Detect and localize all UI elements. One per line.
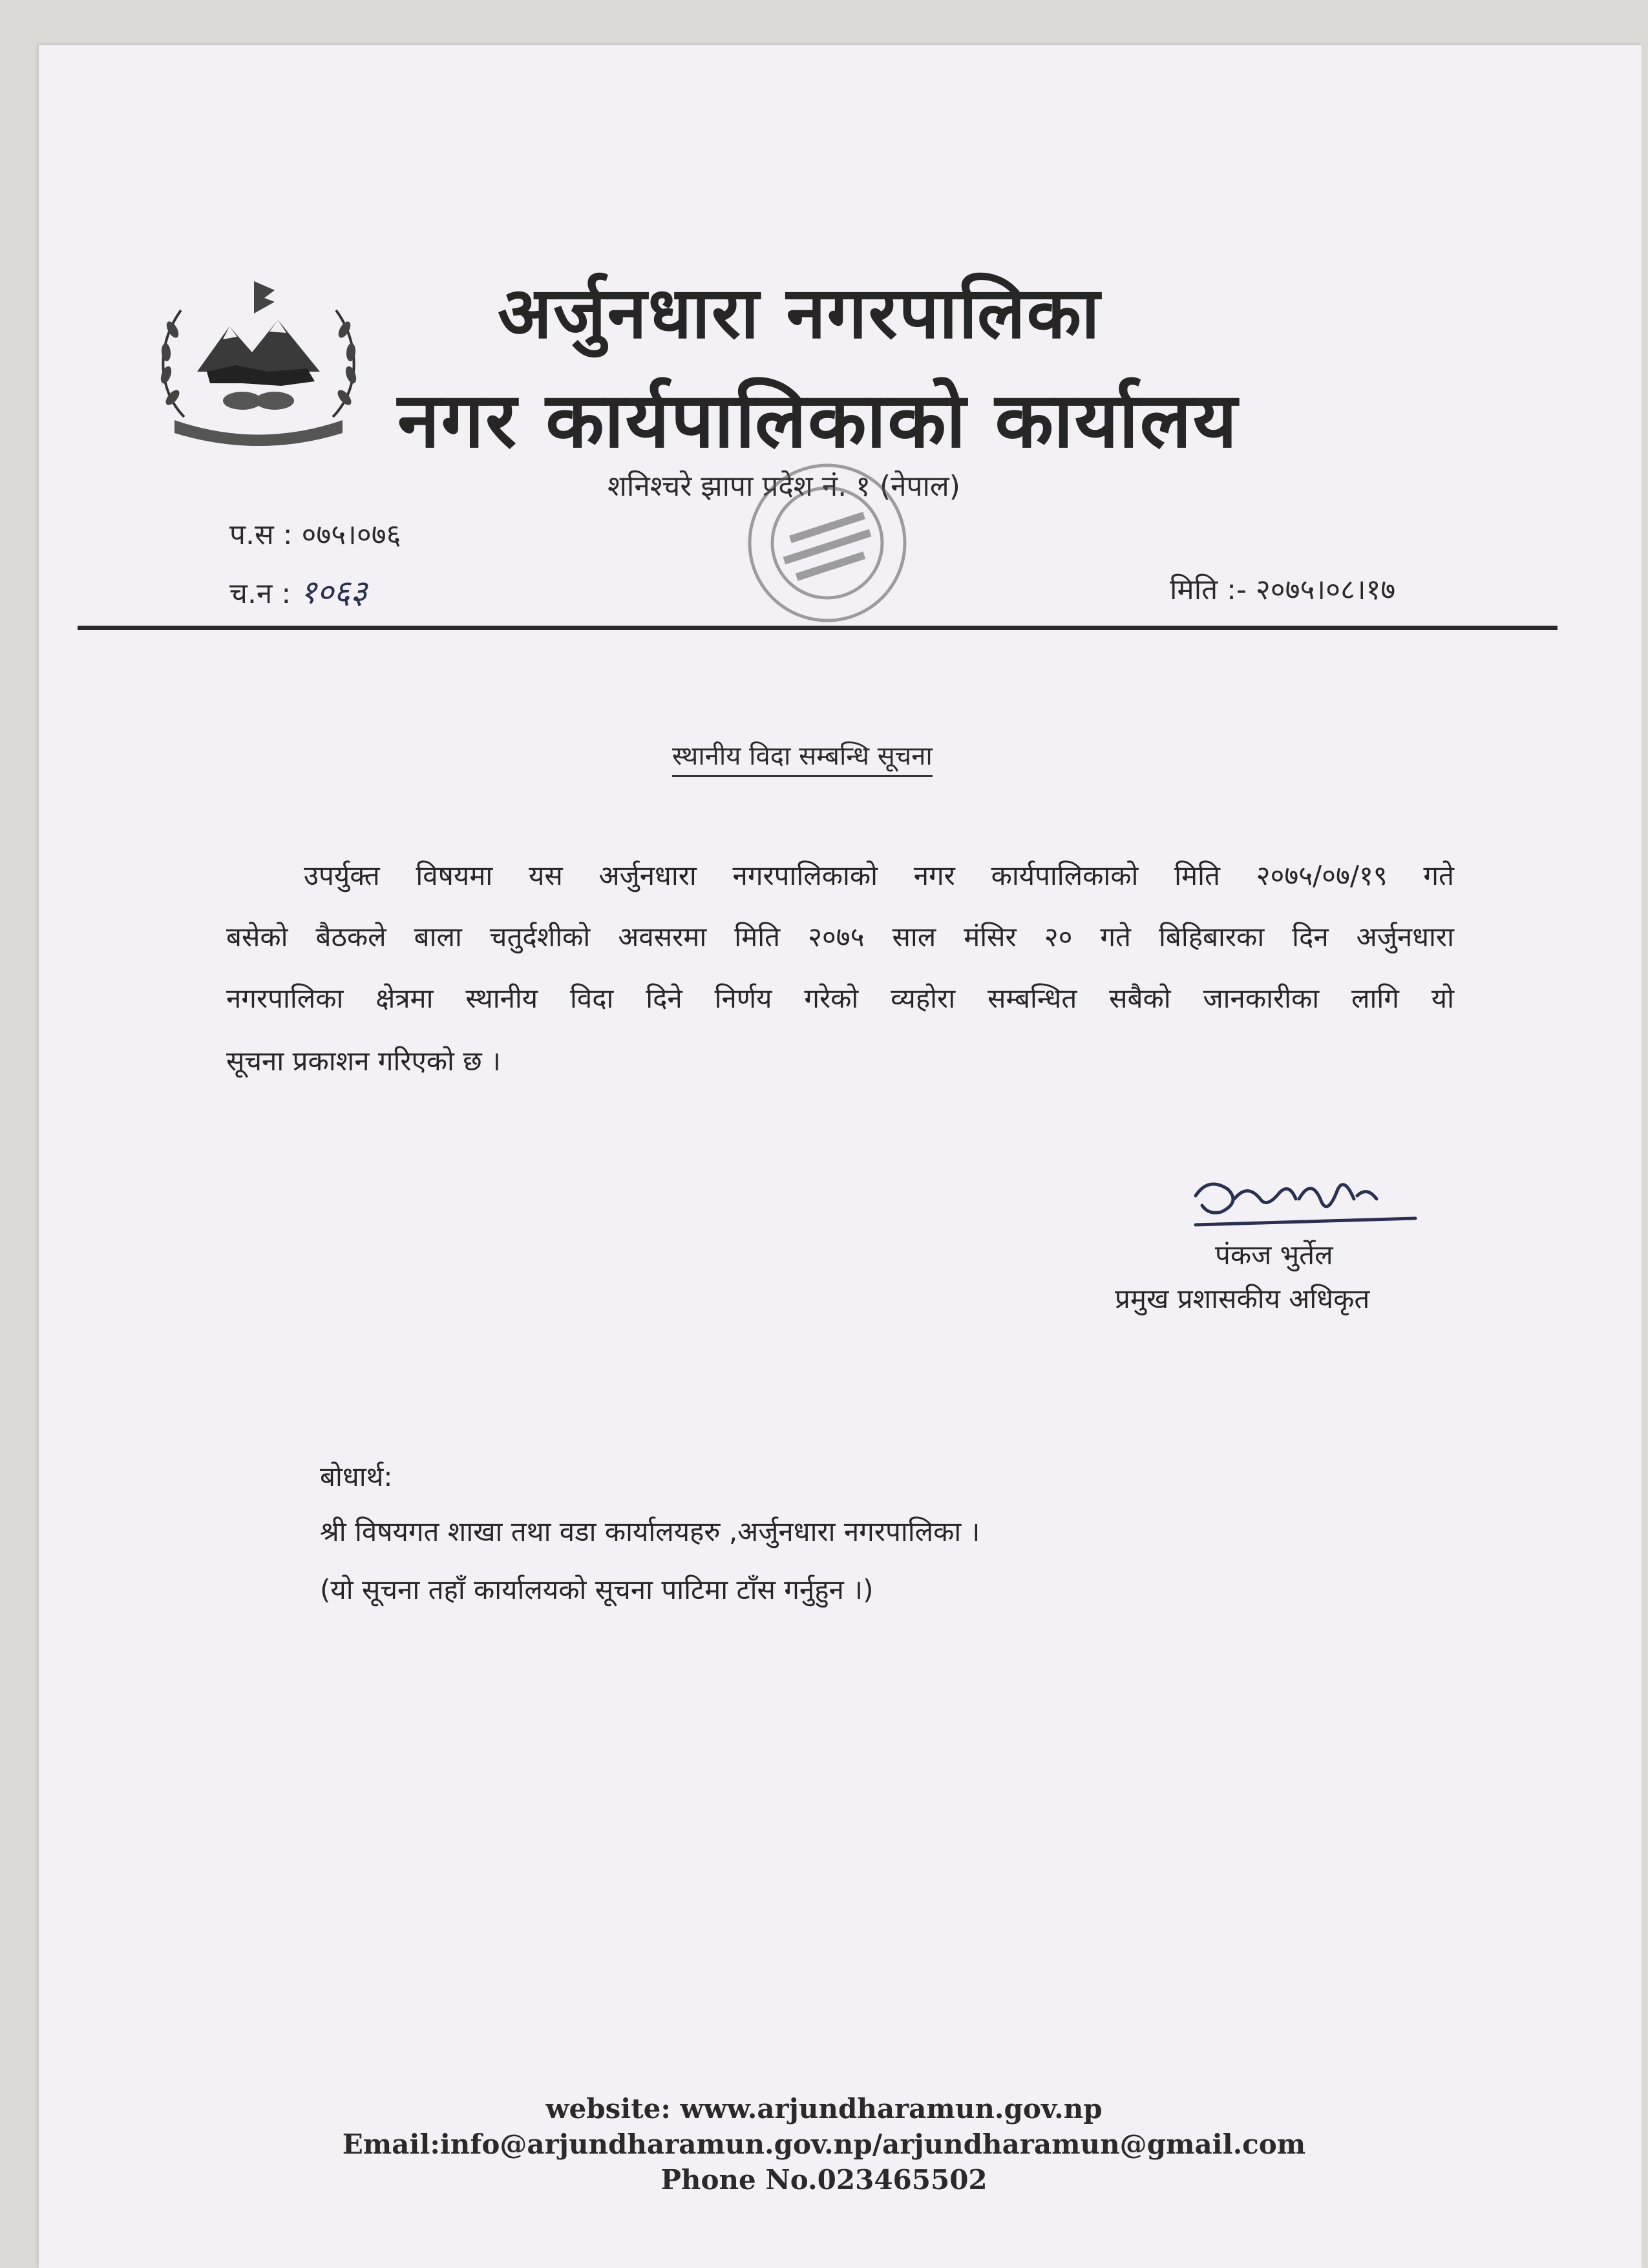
- signature-icon: [1183, 1163, 1428, 1241]
- notice-body-line: बसेको बैठकले बाला चतुर्दशीको अवसरमा मिति २०७५ साल मंसिर २० गते बिहिबारका दिन अर्जुनधारा: [226, 921, 1454, 953]
- office-stamp-icon: [717, 446, 937, 640]
- reference-date-label: मिति :-: [1170, 573, 1247, 606]
- reference-cn-label: च.न :: [229, 577, 291, 610]
- reference-cn: [229, 569, 367, 613]
- notice-body-line: उपर्युक्त विषयमा यस अर्जुनधारा नगरपालिकाको नगर कार्यपालिकाको मिति २०७५/०७/१९ गते: [304, 860, 1454, 891]
- reference-date-value: २०७५।०८।१७: [1255, 573, 1396, 606]
- signatory-title: प्रमुख प्रशासकीय अधिकृत: [1115, 1283, 1370, 1315]
- reference-cn-value: १०६३: [300, 573, 368, 611]
- office-name: नगर कार्यपालिकाको कार्यालय: [397, 376, 1239, 465]
- header-divider: [78, 626, 1558, 630]
- nepal-emblem-icon: [145, 275, 372, 449]
- footer-email: Email:info@arjundharamun.gov.np/arjundharamun@gmail.com: [342, 2128, 1306, 2160]
- reference-ps-label: प.स :: [229, 518, 293, 551]
- municipality-name: अर्जुनधारा नगरपालिका: [498, 271, 1101, 354]
- distribution-instruction: (यो सूचना तहाँ कार्यालयको सूचना पाटिमा टाँस गर्नुहुन ।): [320, 1574, 874, 1606]
- notice-body-line: नगरपालिका क्षेत्रमा स्थानीय विदा दिने निर्णय गरेको व्यहोरा सम्बन्धित सबैको जानकारीका लागि यो: [226, 982, 1454, 1014]
- office-address: शनिश्चरे झापा प्रदेश नं. १ (नेपाल): [607, 470, 960, 503]
- reference-ps: [229, 514, 401, 553]
- distribution-label: बोधार्थ:: [320, 1461, 393, 1492]
- notice-subject: स्थानीय विदा सम्बन्धि सूचना: [672, 737, 933, 777]
- signatory-name: पंकज भुर्तेल: [1215, 1239, 1333, 1271]
- footer-phone: Phone No.023465502: [660, 2164, 988, 2196]
- distribution-recipient: श्री विषयगत शाखा तथा वडा कार्यालयहरु ,अर्जुनधारा नगरपालिका ।: [320, 1516, 980, 1547]
- reference-ps-value: ०७५।०७६: [301, 518, 401, 551]
- footer-website: website: www.arjundharamun.gov.np: [545, 2093, 1103, 2125]
- reference-date: [1170, 569, 1395, 608]
- notice-body-line: सूचना प्रकाशन गरिएको छ ।: [226, 1045, 501, 1077]
